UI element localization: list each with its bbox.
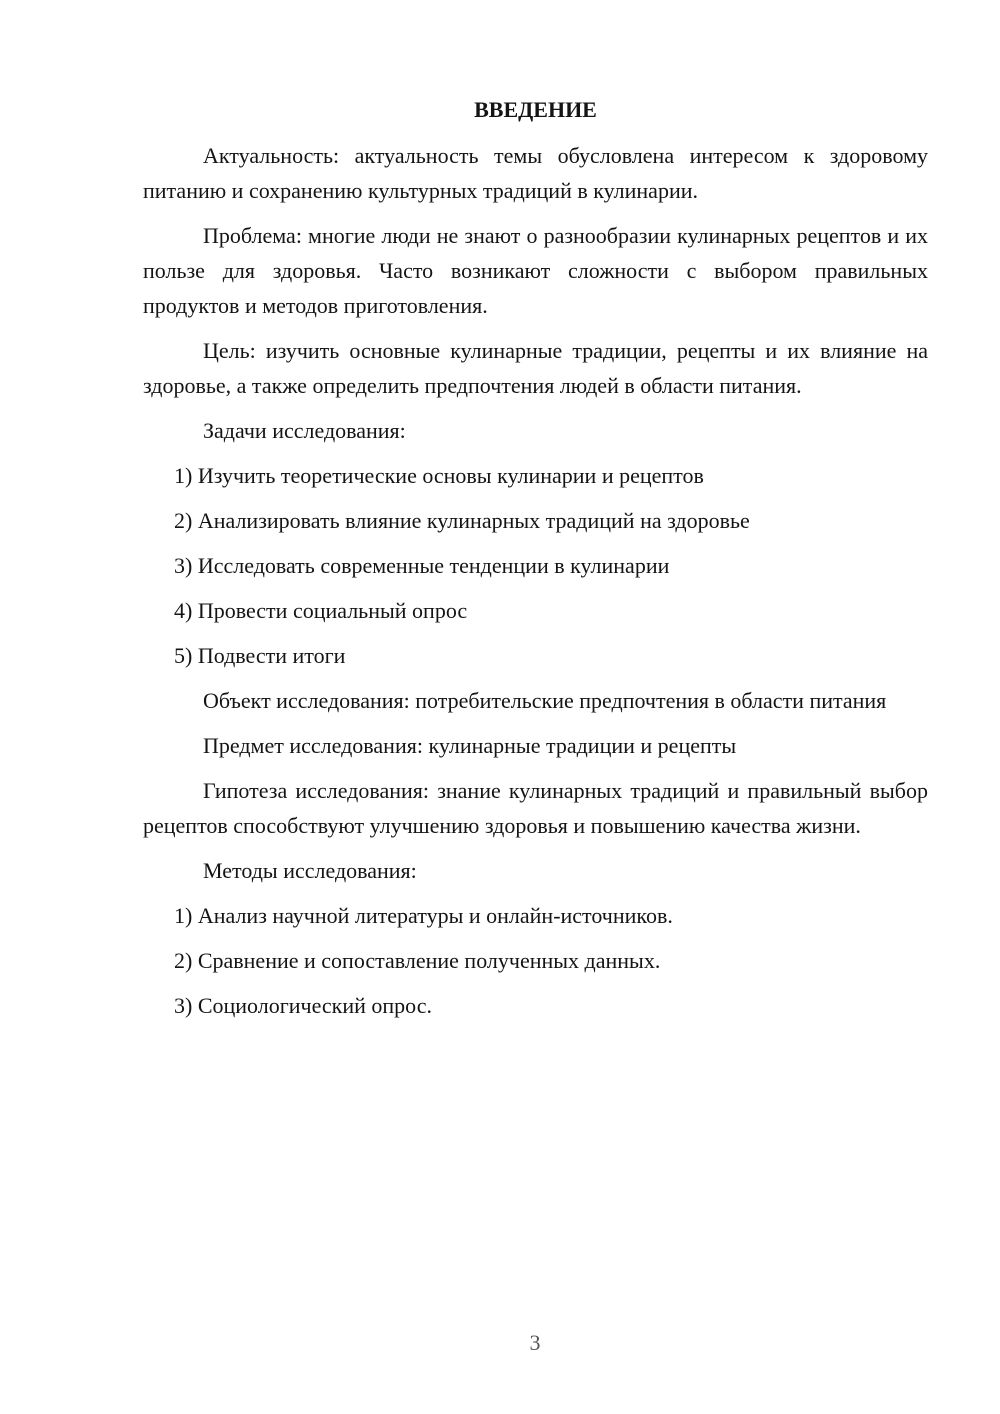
method-item: 2) Сравнение и сопоставление полученных данных. <box>174 948 661 973</box>
problem-paragraph: Проблема: многие люди не знают о разнообразии кулинарных рецептов и их пользе для здоровья. Часто возникают сложности с выбором правильных продуктов и методов приготовления. <box>143 223 928 318</box>
task-item: 4) Провести социальный опрос <box>174 598 468 623</box>
task-item: 2) Анализировать влияние кулинарных традиций на здоровье <box>174 508 750 533</box>
method-item: 1) Анализ научной литературы и онлайн-источников. <box>174 903 673 928</box>
relevance-paragraph: Актуальность: актуальность темы обусловлена интересом к здоровому питанию и сохранению культурных традиций в кулинарии. <box>143 143 928 203</box>
page-number: 3 <box>529 1330 541 1355</box>
document-page <box>143 92 928 1033</box>
object-paragraph: Объект исследования: потребительские предпочтения в области питания <box>203 688 887 713</box>
task-item: 3) Исследовать современные тенденции в кулинарии <box>174 553 670 578</box>
task-item: 1) Изучить теоретические основы кулинарии и рецептов <box>174 463 704 488</box>
hypothesis-paragraph: Гипотеза исследования: знание кулинарных традиций и правильный выбор рецептов способствуют улучшению здоровья и повышению качества жизни. <box>143 778 928 838</box>
page-title: ВВЕДЕНИЕ <box>474 97 597 122</box>
tasks-heading: Задачи исследования: <box>203 418 406 443</box>
goal-paragraph: Цель: изучить основные кулинарные традиции, рецепты и их влияние на здоровье, а также определить предпочтения людей в области питания. <box>143 338 928 398</box>
task-item: 5) Подвести итоги <box>174 643 346 668</box>
subject-paragraph: Предмет исследования: кулинарные традиции и рецепты <box>203 733 737 758</box>
methods-heading: Методы исследования: <box>203 858 417 883</box>
method-item: 3) Социологический опрос. <box>174 993 432 1018</box>
